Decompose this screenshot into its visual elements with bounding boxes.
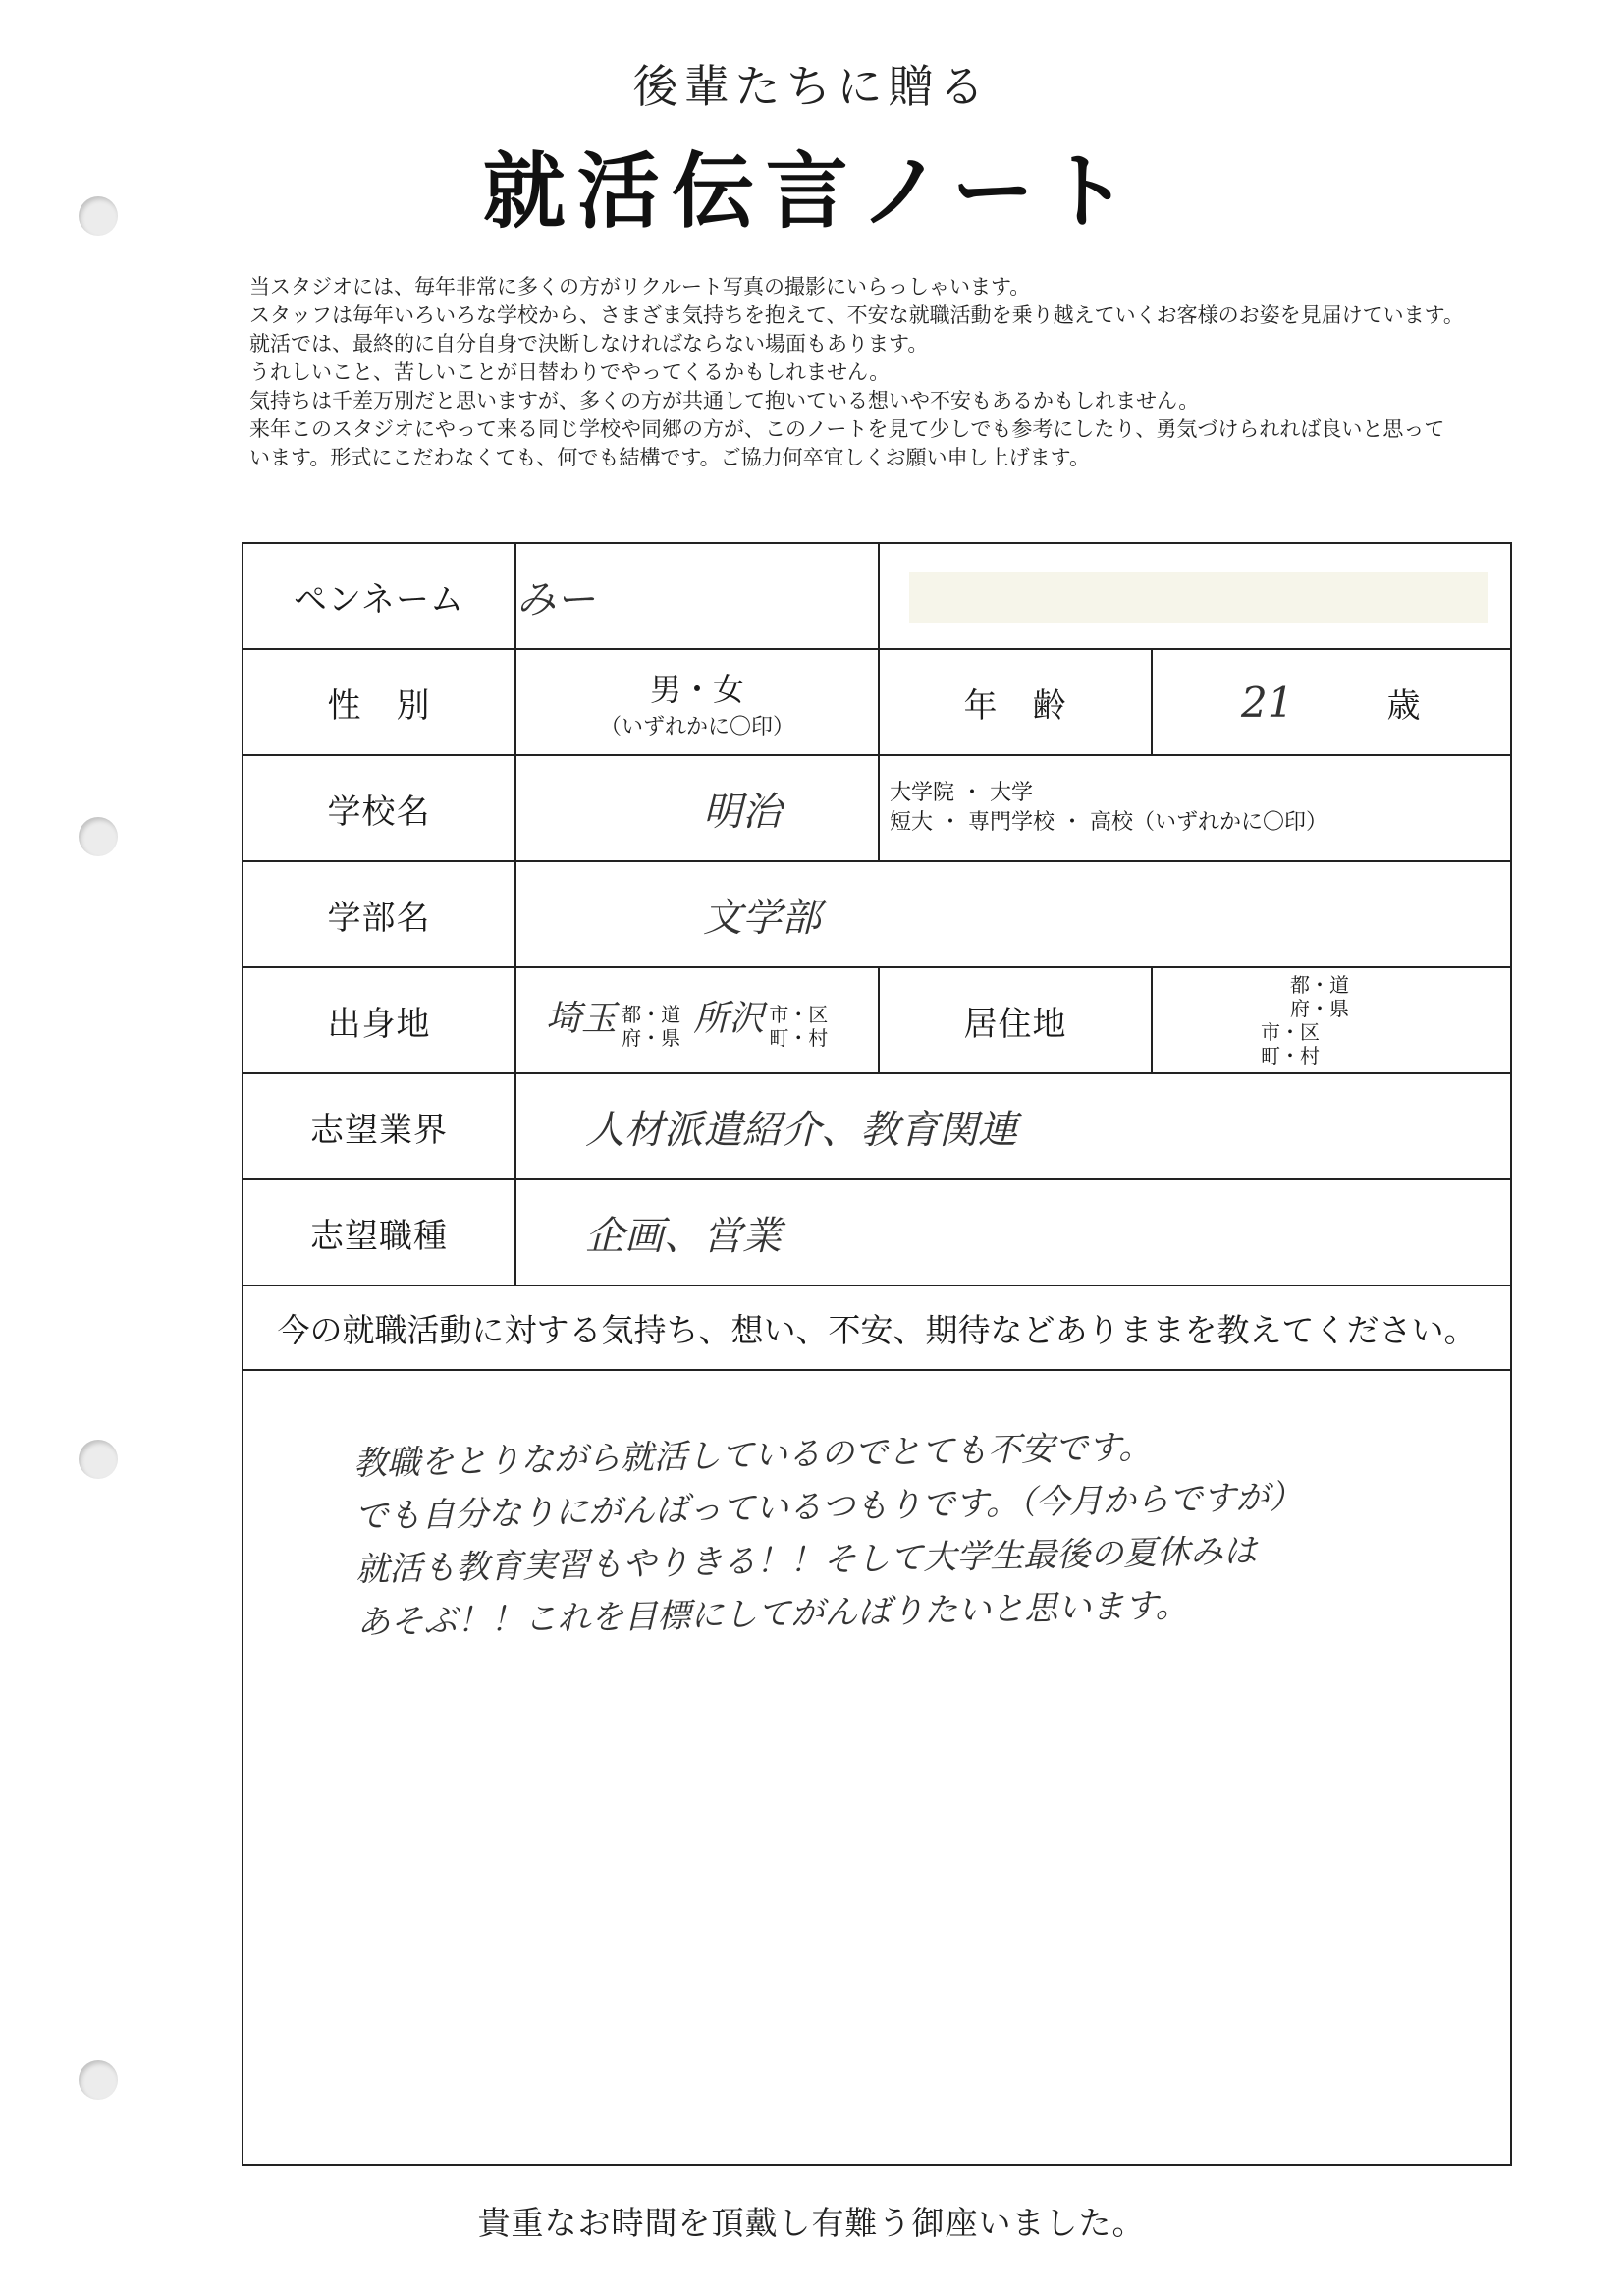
school-types-line2: 短大 ・ 専門学校 ・ 高校（いずれかに〇印） <box>890 810 1327 835</box>
city-suffix-top: 市・区 <box>1261 1020 1320 1044</box>
birthplace-label: 出身地 <box>243 967 515 1073</box>
location-row <box>243 967 1511 1073</box>
age-cell <box>1152 649 1511 755</box>
age-label: 年 齢 <box>879 649 1152 755</box>
gender-cell <box>515 649 879 755</box>
intro-line: 就活では、最終的に自分自身で決断しなければならない場面もあります。 <box>249 332 929 355</box>
binder-hole <box>79 1440 118 1479</box>
residence-label: 居住地 <box>879 967 1152 1073</box>
school-types-line1: 大学院 ・ 大学 <box>890 781 1033 805</box>
city-suffix-bottom: 町・村 <box>1261 1044 1320 1067</box>
intro-line: います。形式にこだわなくても、何でも結構です。ご協力何卒宜しくお願い申し上げます。 <box>249 446 1090 469</box>
intro-line: うれしいこと、苦しいことが日替わりでやってくるかもしれません。 <box>249 360 891 384</box>
answer-text <box>243 1344 1516 1652</box>
intro-line: 気持ちは千差万別だと思いますが、多くの方が共通して抱いている想いや不安もあるかもしれません。 <box>249 389 1200 412</box>
intro-line: 来年このスタジオにやって来る同じ学校や同郷の方が、このノートを見て少しでも参考にしたり、勇気づけられれば良いと思って <box>249 417 1445 441</box>
footer-thanks: 貴重なお時間を頂戴し有難う御座いました。 <box>477 2204 1146 2242</box>
penname-label: ペンネーム <box>243 543 515 649</box>
gender-age-row <box>243 649 1511 755</box>
penname-value: みー <box>515 543 879 649</box>
industry-row <box>243 1073 1511 1179</box>
birthplace-pref-suffix <box>622 1003 680 1050</box>
school-row <box>243 755 1511 861</box>
pref-suffix-top: 都・道 <box>1290 973 1349 997</box>
page-subtitle: 後輩たちに贈る <box>632 60 991 113</box>
school-type-cell <box>879 755 1511 861</box>
gender-note: （いずれかに〇印） <box>599 714 794 739</box>
residence-pref-suffix <box>1290 973 1349 1020</box>
question-text: 今の就職活動に対する気持ち、想い、不安、期待などありままを教えてください。 <box>243 1285 1511 1370</box>
birthplace-city: 所沢 <box>693 999 765 1040</box>
faculty-value: 文学部 <box>515 861 1511 967</box>
intro-line: 当スタジオには、毎年非常に多くの方がリクルート写真の撮影にいらっしゃいます。 <box>249 275 1031 299</box>
industry-value: 人材派遣紹介、教育関連 <box>515 1073 1511 1179</box>
faculty-row <box>243 861 1511 967</box>
birthplace-pref: 埼玉 <box>546 999 618 1040</box>
redaction-blur <box>909 572 1488 623</box>
residence-city-suffix <box>1261 1020 1320 1067</box>
pref-suffix-top: 都・道 <box>622 1002 681 1026</box>
answer-line: 教職をとりながら就活しているのでとても不安です。 <box>352 1427 1153 1484</box>
birthplace-cell <box>515 967 879 1073</box>
age-unit: 歳 <box>1386 685 1421 726</box>
gender-options: 男・女 <box>649 670 744 708</box>
age-value: 21 <box>1241 678 1294 727</box>
job-row <box>243 1179 1511 1285</box>
answer-line: 就活も教育実習もやりきる！！そして大学生最後の夏休みは <box>354 1531 1258 1590</box>
job-label: 志望職種 <box>243 1179 515 1285</box>
answer-line: でも自分なりにがんばっているつもりです。（今月からですが） <box>353 1477 1303 1537</box>
binder-hole <box>79 817 118 856</box>
residence-cell <box>1152 967 1511 1073</box>
industry-label: 志望業界 <box>243 1073 515 1179</box>
gender-label: 性 別 <box>243 649 515 755</box>
school-value: 明治 <box>515 755 879 861</box>
job-value: 企画、営業 <box>515 1179 1511 1285</box>
binder-hole <box>79 2060 118 2100</box>
answer-cell <box>243 1370 1511 2165</box>
penname-row <box>243 543 1511 649</box>
message-form <box>242 542 1512 2166</box>
city-suffix-top: 市・区 <box>769 1002 829 1026</box>
page-title: 就活伝言ノート <box>482 143 1141 240</box>
intro-line: スタッフは毎年いろいろな学校から、さまざま気持ちを抱えて、不安な就職活動を乗り越えていくお客様のお姿を見届けています。 <box>249 303 1464 327</box>
pref-suffix-bottom: 府・県 <box>1290 997 1349 1020</box>
school-label: 学校名 <box>243 755 515 861</box>
faculty-label: 学部名 <box>243 861 515 967</box>
pref-suffix-bottom: 府・県 <box>622 1025 681 1050</box>
redacted-area <box>879 543 1511 649</box>
answer-line: あそぶ！！これを目標にしてがんばりたいと思います。 <box>355 1585 1189 1643</box>
birthplace-city-suffix <box>769 1003 828 1050</box>
answer-row <box>243 1370 1511 2165</box>
city-suffix-bottom: 町・村 <box>769 1025 829 1050</box>
intro-text <box>249 273 1604 472</box>
